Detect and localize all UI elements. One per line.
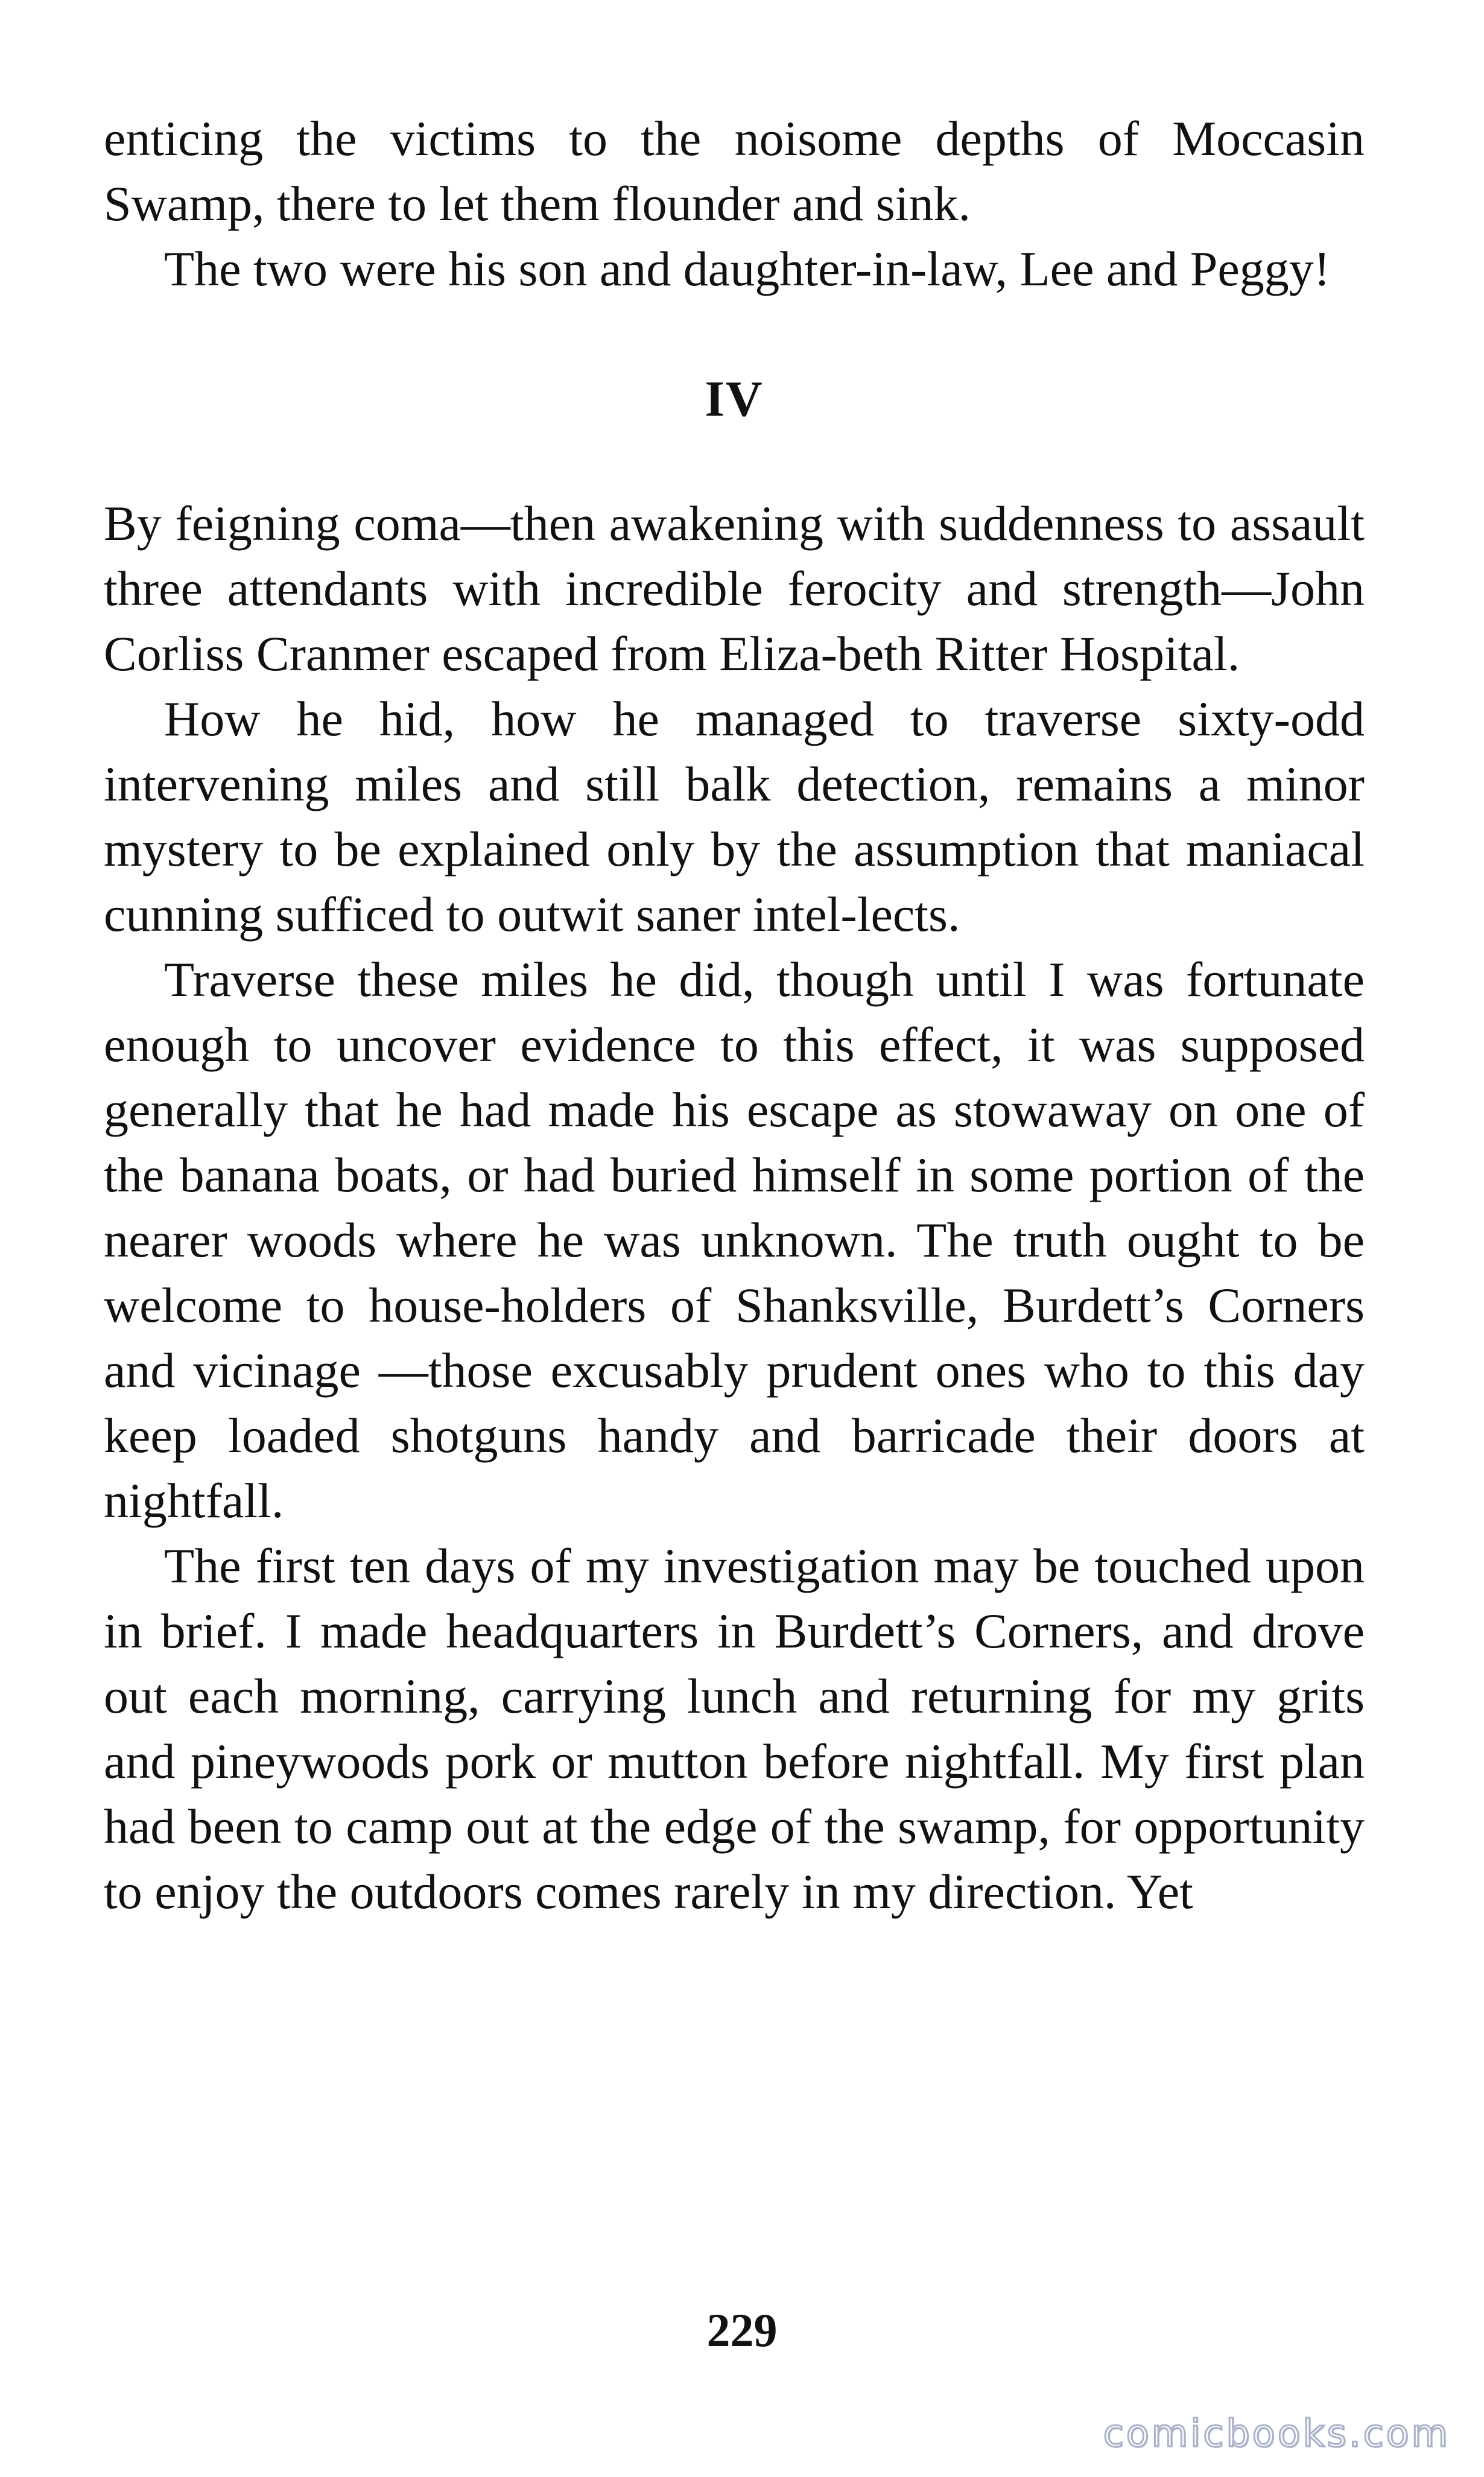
page-number: 229 [706, 2304, 778, 2356]
body-text [104, 106, 1365, 1924]
paragraph-3: By feigning coma—then awakening with suddenness to assault three attendants with incredible ferocity and strength—John Corliss Cranmer escaped from Eliza-beth Ritter Hospital. [104, 496, 1365, 681]
chapter-heading: IV [705, 371, 764, 427]
paragraph-4: How he hid, how he managed to traverse sixty-odd intervening miles and still balk detection, remains a minor mystery to be explained only by the assumption that maniacal cunning sufficed to outwit saner intel-lects. [104, 691, 1365, 942]
paragraph-6: The first ten days of my investigation may be touched upon in brief. I made headquarters in Burdett’s Corners, and drove out each morning, carrying lunch and returning for my grits and pineywoods pork or mutton before nightfall. My first plan had been to camp out at the edge of the swamp, for opportunity to enjoy the outdoors comes rarely in my direction. Yet [104, 1538, 1365, 1919]
paragraph-5: Traverse these miles he did, though until I was fortunate enough to uncover evidence to this effect, it was supposed generally that he had made his escape as stowaway on one of the banana boats, or had buried himself in some portion of the nearer woods where he was unknown. The truth ought to be welcome to house-holders of Shanksville, Burdett’s Corners and vicinage —those excusably prudent ones who to this day keep loaded shotguns handy and barricade their doors at nightfall. [104, 952, 1365, 1528]
site-watermark: comicbooks.com [1103, 2411, 1450, 2455]
paragraph-1: enticing the victims to the noisome depths of Moccasin Swamp, there to let them flounder and sink. [104, 111, 1365, 231]
paragraph-2: The two were his son and daughter-in-law, Lee and Peggy! [164, 241, 1331, 296]
